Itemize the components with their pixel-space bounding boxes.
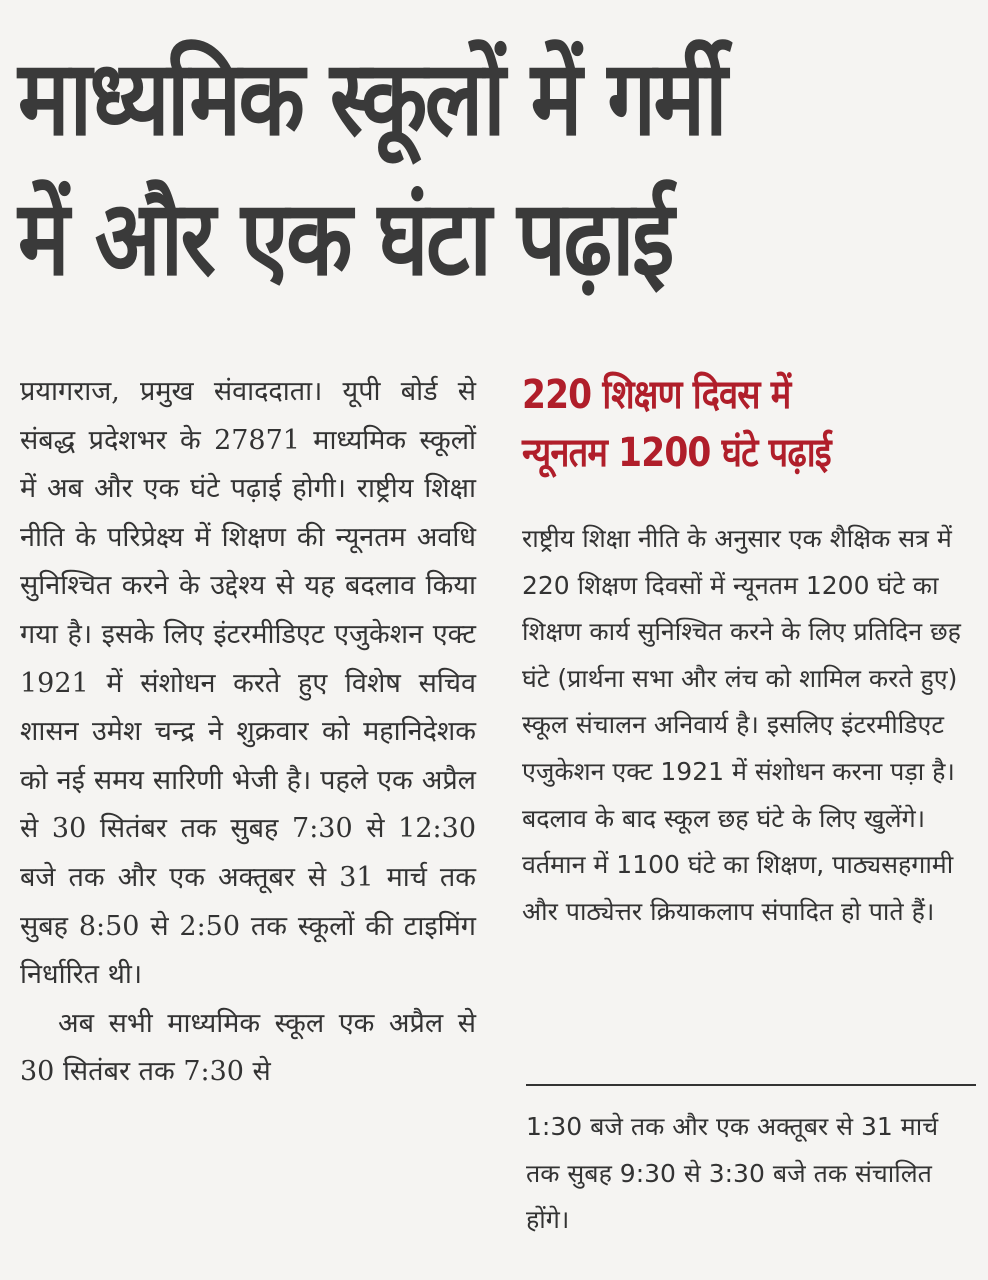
subheadline: [522, 366, 978, 482]
left-paragraph-2: अब सभी माध्यमिक स्कूल एक अप्रैल से 30 सितंबर तक 7:30 से: [20, 1007, 476, 1088]
headline-line-2: में और एक घंटा पढ़ाई: [18, 177, 672, 299]
continuation-text: 1:30 बजे तक और एक अक्तूबर से 31 मार्च तक सुबह 9:30 से 3:30 बजे तक संचालित होंगे।: [526, 1112, 939, 1235]
left-paragraph-1: प्रयागराज, प्रमुख संवाददाता। यूपी बोर्ड से संबद्ध प्रदेशभर के 27871 माध्यमिक स्कूलों में अब और एक घंटे पढ़ाई होगी। राष्ट्रीय शिक्षा नीति के परिप्रेक्ष्य में शिक्षण की न्यूनतम अवधि सुनिश्चित करने के उद्देश्य से यह बदलाव किया गया है। इसके लिए इंटरमीडिएट एजुकेशन एक्ट 1921 में संशोधन करते हुए विशेष सचिव शासन उमेश चन्द्र ने शुक्रवार को महानिदेशक को नई समय सारिणी भेजी है। पहले एक अप्रैल से 30 सितंबर तक सुबह 7:30 से 12:30 बजे तक और एक अक्तूबर से 31 मार्च तक सुबह 8:50 से 2:50 तक स्कूलों की टाइमिंग निर्धारित थी।: [20, 376, 476, 991]
right-body-text: राष्ट्रीय शिक्षा नीति के अनुसार एक शैक्षिक सत्र में 220 शिक्षण दिवसों में न्यूनतम 1200 घंटे का शिक्षण कार्य सुनिश्चित करने के लिए प्रतिदिन छह घंटे (प्रार्थना सभा और लंच को शामिल करते हुए) स्कूल संचालन अनिवार्य है। इसलिए इंटरमीडिएट एजुकेशन एक्ट 1921 में संशोधन करना पड़ा है। बदलाव के बाद स्कूल छह घंटे के लिए खुलेंगे। वर्तमान में 1100 घंटे का शिक्षण, पाठ्यसहगामी और पाठ्येत्तर क्रियाकलाप संपादित हो पाते हैं।: [522, 524, 961, 926]
horizontal-divider: [526, 1084, 976, 1086]
right-column: [522, 366, 978, 935]
headline-line-1: माध्यमिक स्कूलों में गर्मी: [18, 37, 726, 159]
column-separator: [497, 360, 498, 1260]
subheadline-line-1: 220 शिक्षण दिवस में: [522, 372, 791, 418]
left-column: [20, 368, 476, 1097]
headline: [18, 28, 968, 308]
subheadline-line-2: न्यूनतम 1200 घंटे पढ़ाई: [522, 430, 831, 476]
